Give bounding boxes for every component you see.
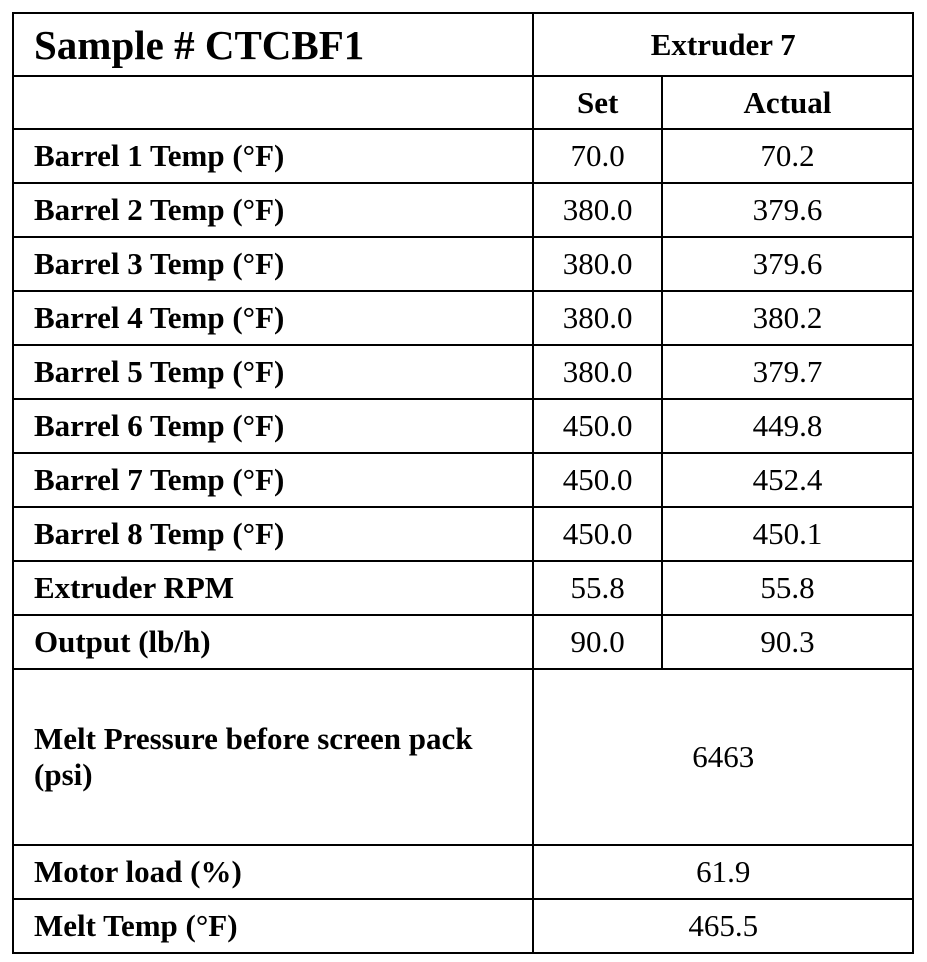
row-value: 465.5: [533, 899, 913, 953]
row-label: Output (lb/h): [13, 615, 533, 669]
subheader-row: [13, 76, 913, 129]
empty-cell: [13, 76, 533, 129]
row-label: Barrel 2 Temp (°F): [13, 183, 533, 237]
row-value: 61.9: [533, 845, 913, 899]
actual-value: 449.8: [662, 399, 913, 453]
table-row: [13, 183, 913, 237]
actual-value: 380.2: [662, 291, 913, 345]
table-row-melt-temp: [13, 899, 913, 953]
actual-value: 379.6: [662, 183, 913, 237]
actual-value: 55.8: [662, 561, 913, 615]
actual-value: 90.3: [662, 615, 913, 669]
sample-title: Sample # CTCBF1: [13, 13, 533, 76]
row-label: Barrel 4 Temp (°F): [13, 291, 533, 345]
table-row: [13, 129, 913, 183]
extruder-data-table: [12, 12, 914, 954]
title-row: [13, 13, 913, 76]
set-value: 380.0: [533, 183, 662, 237]
set-header: Set: [533, 76, 662, 129]
set-value: 450.0: [533, 453, 662, 507]
row-label: Melt Temp (°F): [13, 899, 533, 953]
set-value: 450.0: [533, 399, 662, 453]
set-value: 380.0: [533, 345, 662, 399]
table-row: [13, 399, 913, 453]
row-label: Motor load (%): [13, 845, 533, 899]
set-value: 55.8: [533, 561, 662, 615]
table-row: [13, 237, 913, 291]
actual-value: 379.6: [662, 237, 913, 291]
table-row: [13, 615, 913, 669]
row-label: Barrel 5 Temp (°F): [13, 345, 533, 399]
set-value: 70.0: [533, 129, 662, 183]
set-value: 90.0: [533, 615, 662, 669]
row-label: Melt Pressure before screen pack (psi): [13, 669, 533, 845]
row-label: Barrel 6 Temp (°F): [13, 399, 533, 453]
set-value: 450.0: [533, 507, 662, 561]
table-row-melt-pressure: [13, 669, 913, 845]
set-value: 380.0: [533, 291, 662, 345]
actual-value: 70.2: [662, 129, 913, 183]
row-value: 6463: [533, 669, 913, 845]
table-row: [13, 291, 913, 345]
row-label: Extruder RPM: [13, 561, 533, 615]
row-label: Barrel 1 Temp (°F): [13, 129, 533, 183]
actual-value: 450.1: [662, 507, 913, 561]
row-label: Barrel 3 Temp (°F): [13, 237, 533, 291]
table-row: [13, 561, 913, 615]
table-row: [13, 453, 913, 507]
row-label: Barrel 7 Temp (°F): [13, 453, 533, 507]
row-label: Barrel 8 Temp (°F): [13, 507, 533, 561]
actual-value: 379.7: [662, 345, 913, 399]
table-row-motor-load: [13, 845, 913, 899]
table-row: [13, 345, 913, 399]
extruder-header: Extruder 7: [533, 13, 913, 76]
table-row: [13, 507, 913, 561]
set-value: 380.0: [533, 237, 662, 291]
actual-header: Actual: [662, 76, 913, 129]
actual-value: 452.4: [662, 453, 913, 507]
